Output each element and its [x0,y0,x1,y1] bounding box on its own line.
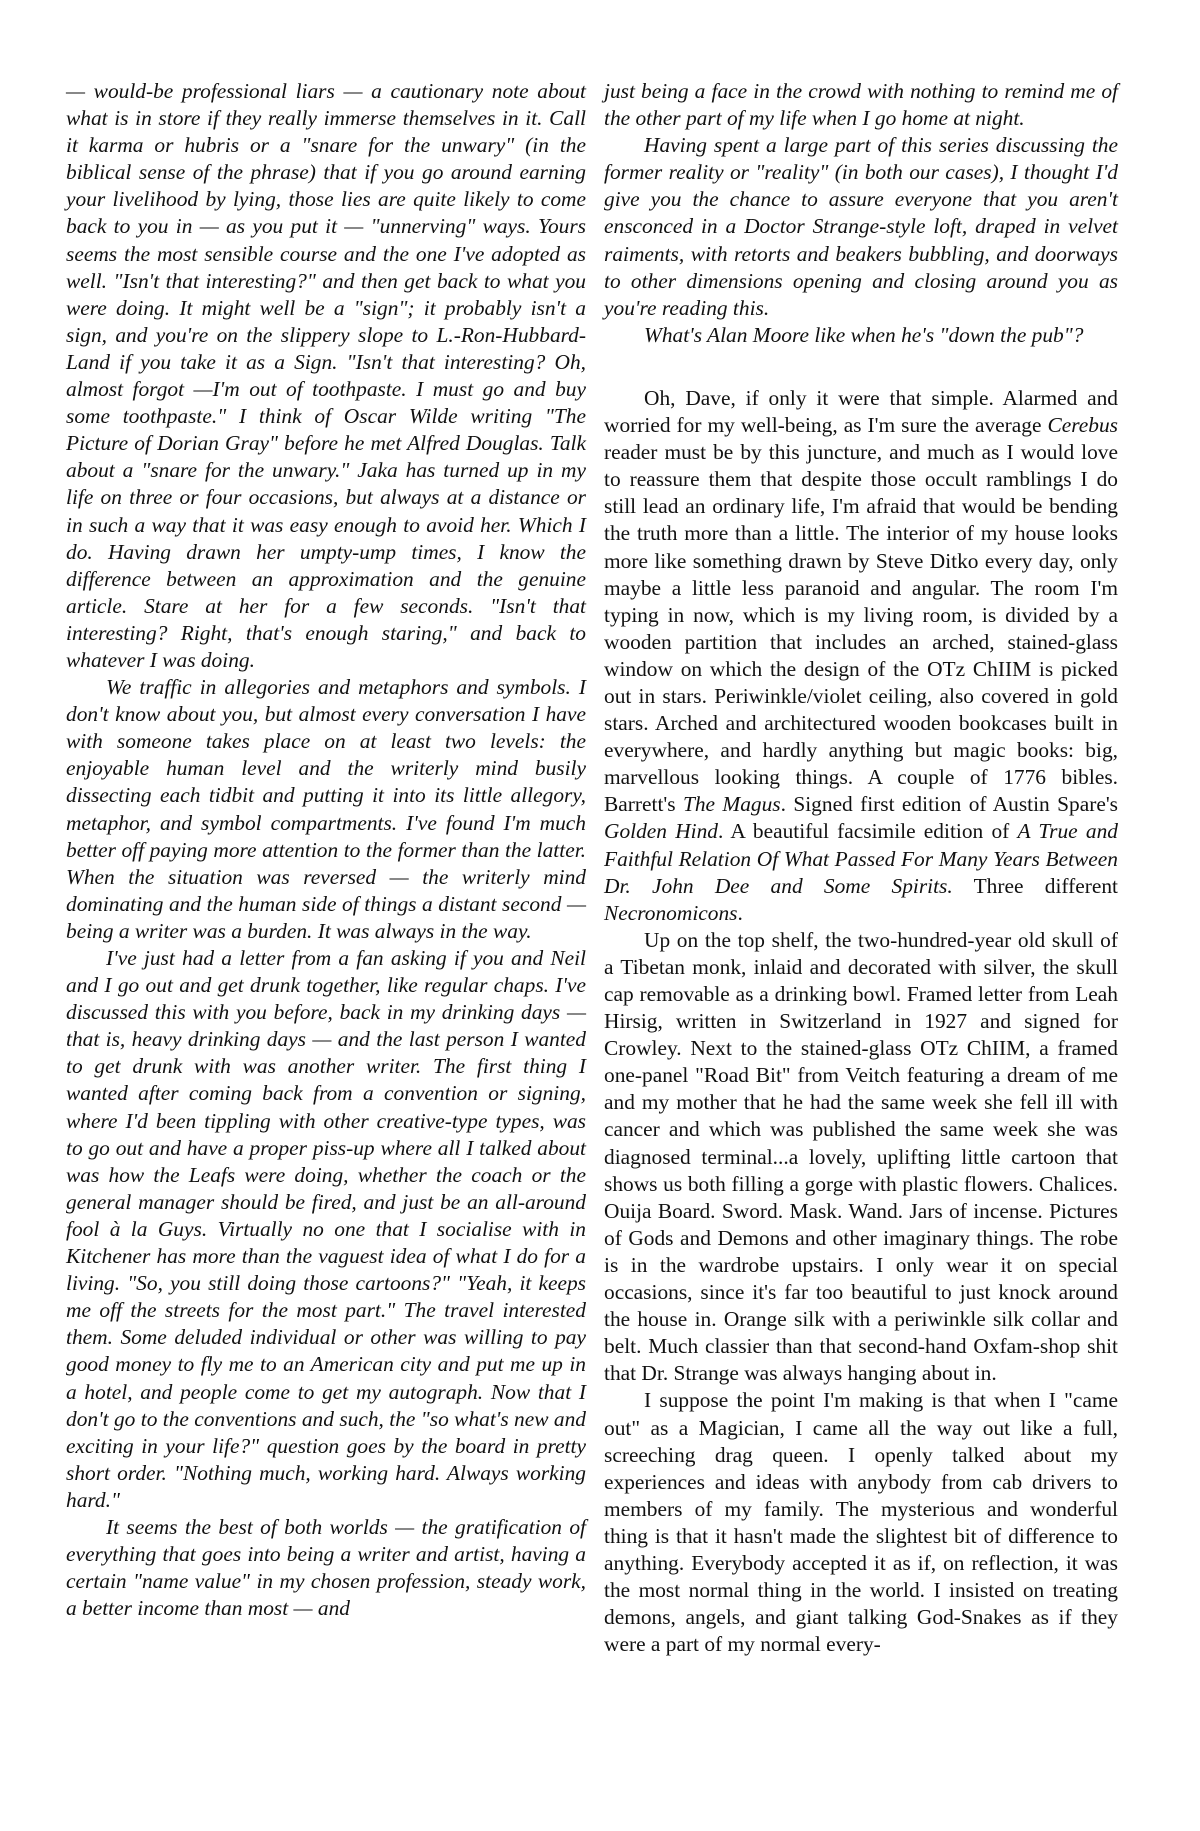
title-necronomicons: Necronomicons [604,900,738,925]
right-question-2: Having spent a large part of this series discussing the former reality or "reality" (in both our cases), I thought I'd give you the chance to assure everyone that you aren't ensconced in a Doctor Strange-style loft, draped in velvet raiments, with retorts and beakers bubbling, and doorways to other dimensions opening and closing around you as you're reading this. [604,133,1118,320]
answer-text: reader must be by this juncture, and much as I would love to reassure them that despite those occult ramblings I do still lead an ordinary life, I'm afraid that would be bending the truth more than a little. The interior of my house looks more like something drawn by Steve Ditko every day, only maybe a little less paranoid and angular. The room I'm typing in now, which is my living room, is divided by a wooden partition that includes an arched, stained-glass window on which the design of the OTz ChIIM is picked out in stars. Periwinkle/violet ceiling, also covered in gold stars. Arched and architectured wooden bookcases built in everywhere, and hardly anything but magic books: big, marvellous looking things. A couple of 1776 bibles. Barrett's [604,440,1118,817]
right-column [604,78,1118,1658]
left-paragraph-2: We traffic in allegories and metaphors and symbols. I don't know about you, but almost every conversation I have with someone takes place on at least two levels: the enjoyable human level and the writerly mind busily dissecting each tidbit and putting it into its little allegory, metaphor, and symbol compartments. I've found I'm much better off paying more attention to the former than the latter. When the situation was reversed — the writerly mind dominating and the human side of things a distant second — being a writer was a burden. It was always in the way. [66,675,586,943]
left-column [66,78,586,1622]
answer-text: Three different [952,873,1118,898]
left-paragraph-3: I've just had a letter from a fan asking if you and Neil and I go out and get drunk together, like regular chaps. I've discussed this with you before, back in my drinking days — that is, heavy drinking days — and the last person I wanted to get drunk with was another writer. The first thing I wanted after coming back from a convention or signing, where I'd been tippling with other creative-type types, was to go out and have a proper piss-up where all I talked about was how the Leafs were doing, whether the coach or the general manager should be fired, and just be an all-around fool à la Guys. Virtually no one that I socialise with in Kitchener has more than the vaguest idea of what I do for a living. "So, you still doing those cartoons?" "Yeah, it keeps me off the streets for the most part." The travel interested them. Some deluded individual or other was willing to pay good money to fly me to an American city and put me up in a hotel, and people come to get my autograph. Now that I don't go to the conventions and such, the "so what's new and exciting in your life?" question goes by the board in pretty short order. "Nothing much, working hard. Always working hard." [66,946,586,1512]
answer-paragraph-2: Up on the top shelf, the two-hundred-year old skull of a Tibetan monk, inlaid and decorated with silver, the skull cap removable as a drinking bowl. Framed letter from Leah Hirsig, written in Switzerland in 1927 and signed for Crowley. Next to the stained-glass OTz ChIIM, a framed one-panel "Road Bit" from Veitch featuring a dream of me and my mother that he had the same week she fell ill with cancer and which was published the same week she was diagnosed terminal...a lovely, uplifting little cartoon that shows us both filling a gorge with plastic flowers. Chalices. Ouija Board. Sword. Mask. Wand. Jars of incense. Pictures of Gods and Demons and other imaginary things. The robe is in the wardrobe upstairs. I only wear it on special occasions, since it's far too beautiful to just knock around the house in. Orange silk with a periwinkle silk collar and belt. Much classier than that second-hand Oxfam-shop shit that Dr. Strange was always hanging about in. [604,927,1118,1386]
right-question-3: What's Alan Moore like when he's "down the pub"? [644,322,1084,347]
right-question-1: just being a face in the crowd with nothing to remind me of the other part of my life when I go home at night. [604,79,1118,131]
title-true-and-faithful-relation: A True and Faithful Relation Of What Passed For Many Years Between Dr. John Dee and Some Spirits. [604,819,1118,898]
section-gap [604,349,1118,385]
left-paragraph-4: It seems the best of both worlds — the gratification of everything that goes into being a writer and artist, having a certain "name value" in my chosen profession, steady work, a better income than most — and [66,1514,586,1621]
answer-paragraph-3: I suppose the point I'm making is that when I "came out" as a Magician, I came all the way out like a full, screeching drag queen. I openly talked about my experiences and ideas with anybody from cab drivers to members of my family. The mysterious and wonderful thing is that it hasn't made the slightest bit of difference to anything. Everybody accepted it as if, on reflection, it was the most normal thing in the world. I insisted on treating demons, angels, and giant talking God-Snakes as if they were a part of my normal every- [604,1388,1118,1657]
answer-text: . [737,900,743,925]
title-cerebus: Cerebus [1047,413,1118,438]
answer-text: Oh, Dave, if only it were that simple. Alarmed and worried for my well-being, as I'm sure the average [604,385,1118,438]
answer-paragraph-1 [604,385,1118,927]
title-the-magus: The Magus [682,792,781,817]
answer-text: . Signed first edition of Austin Spare's [780,792,1118,817]
left-paragraph-1: — would-be professional liars — a cautionary note about what is in store if they really immerse themselves in it. Call it karma or hubris or a "snare for the unwary" (in the biblical sense of the phrase) that if you go around earning your livelihood by lying, those lies are quite likely to come back to you in — as you put it — "unnerving" ways. Yours seems the most sensible course and the one I've adopted as well. "Isn't that interesting?" and then get back to what you were doing. It might well be a "sign"; it probably isn't a sign, and you're on the slippery slope to L.-Ron-Hubbard-Land if you take it as a Sign. "Isn't that interesting? Oh, almost forgot —I'm out of toothpaste. I must go and buy some toothpaste." I think of Oscar Wilde writing "The Picture of Dorian Gray" before he met Alfred Douglas. Talk about a "snare for the unwary." Jaka has turned up in my life on three or four occasions, but always at a distance or in such a way that it was easy enough to avoid her. Which I do. Having drawn her umpty-ump times, I know the difference between an approximation and the genuine article. Stare at her for a few seconds. "Isn't that interesting? Right, that's enough staring," and back to whatever I was doing. [66,79,586,672]
title-golden-hind: Golden Hind [604,819,718,844]
answer-text: . A beautiful facsimile edition of [718,819,1018,844]
